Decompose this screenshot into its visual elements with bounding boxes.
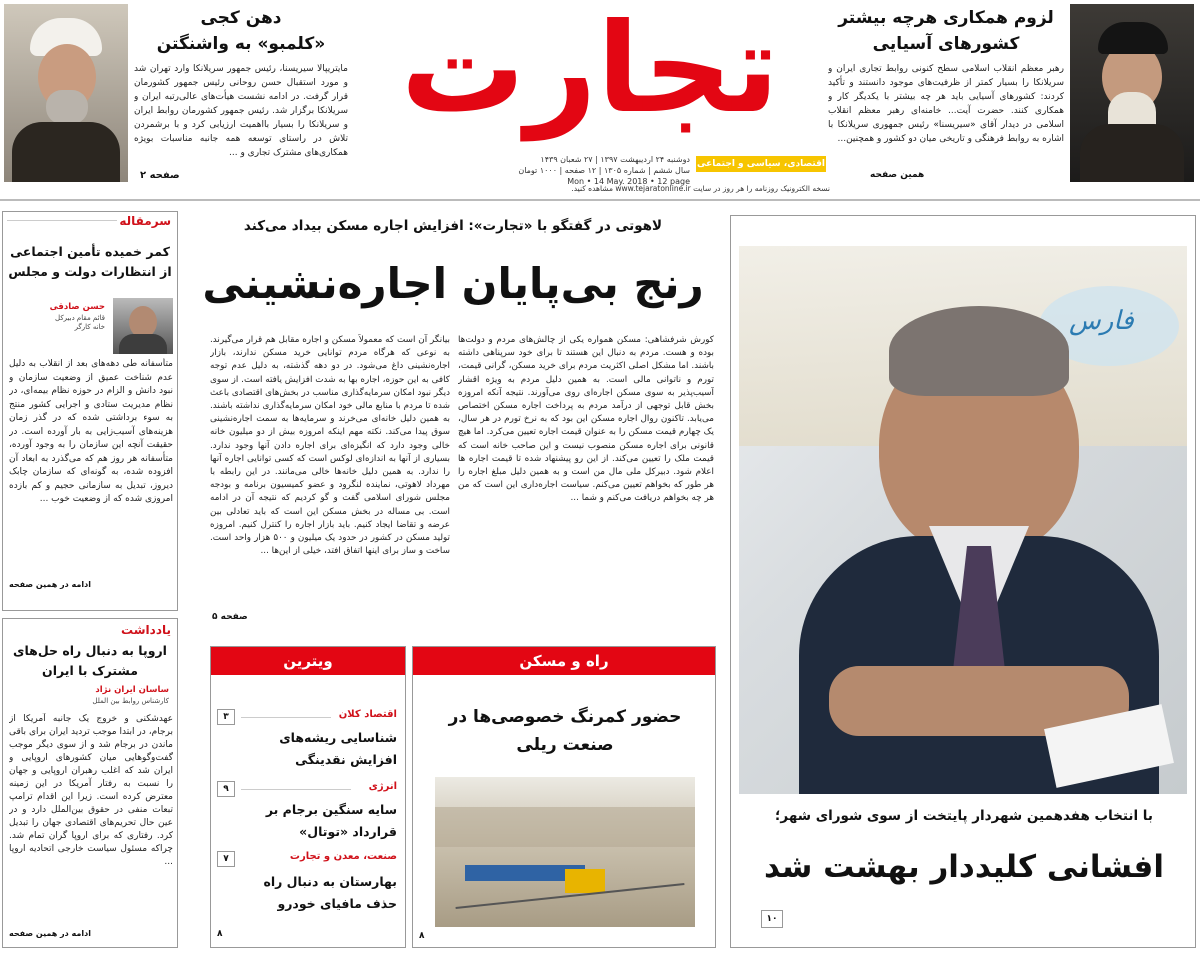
note-author-role: کارشناس روابط بین الملل <box>92 697 169 705</box>
feature-kicker: با انتخاب هفدهمین شهردار پایتخت از سوی شورای شهر؛ <box>775 808 1153 824</box>
vitrin-item-1-category: انرژی <box>368 781 397 792</box>
lead-col-2: بیانگر آن است که معمولاً مسکن و اجاره مقابل هم قرار می‌گیرند. به نوعی که هرگاه مردم توانایی خرید مسکن ندارند، بازار اجاره‌نشینی داغ می‌شود. در دو دهه گذشته، به دلیل عدم توجه کافی به این حوزه، اجاره بها به شدت افزایش یافته است. از سوی دیگر نبود امکان سرمایه‌گذاری مناسب در بخش‌های اقتصادی باعث شده تا مردم با منابع مالی خود امکان سرمایه‌گذاری نداشته باشند. به همین دلیل خانه‌ای می‌خرند و سرمایه‌ها به سمت اجاره‌نشینی سوق پیدا می‌کند. نکته مهم اینکه امروزه بیش از دو میلیون خانه خالی وجود دارد که انگیزه‌ای برای اجاره دادن آنها وجود ندارد. بسیاری از آنها به اندازه‌ای لوکس است که کسی توانایی اجاره آنها را ندارد. به همین دلیل خانه‌ها خالی می‌مانند. در این رابطه با مهرداد لاهوتی، نماینده لنگرود و عضو کمیسیون برنامه و بودجه مجلس شورای اسلامی گفت و گو کردیم که نتیجه آن در ادامه است. بی مساله در بخش مسکن این است که باید تعادلی بین عرضه و تقاضا ایجاد کنیم. باید بازار اجاره را کنترل کنیم. امروزه تولید مسکن در کشور در حدود یک میلیون و ۵۰۰ هزار واحد است. ساخت و ساز برای اینها اتفاق افتد، خیلی از این‌ها ... <box>210 335 450 557</box>
date-line-1: دوشنبه ۲۴ اردیبهشت ۱۳۹۷ | ۲۷ شعبان ۱۴۳۹ <box>540 155 690 164</box>
vitrin-section: ویترین <box>211 647 405 675</box>
top-divider <box>0 199 1200 201</box>
vitrin-item-0-category: اقتصاد کلان <box>338 709 397 720</box>
note-headline: اروپا به دنبال راه حل‌های مشترک با ایران <box>13 643 167 678</box>
rah-maskan-section: راه و مسکن <box>413 647 715 675</box>
rah-maskan-headline[interactable]: حضور کمرنگ خصوصی‌ها در صنعت ریلی <box>448 707 682 755</box>
vitrin-box <box>210 646 406 948</box>
leader-photo <box>1070 4 1194 182</box>
editorial-section: سرمقاله <box>119 214 171 228</box>
note-ref[interactable]: ادامه در همین صفحه <box>9 929 91 938</box>
mayor-photo <box>739 246 1187 794</box>
feature-box <box>730 215 1196 948</box>
note-box <box>2 618 178 948</box>
vitrin-item-0-headline[interactable]: شناسایی ریشه‌های افزایش نقدینگی <box>279 730 397 767</box>
top-right-ref[interactable]: همین صفحه <box>870 170 925 180</box>
top-left-ref[interactable]: صفحه ۲ <box>140 170 180 181</box>
lead-ref[interactable]: صفحه ۵ <box>212 612 248 622</box>
map-label: فارس <box>1069 306 1134 336</box>
editorial-headline: کمر خمیده تأمین اجتماعی از انتظارات دولت و مجلس <box>8 244 172 279</box>
note-author: ساسان ایران نژاد <box>95 685 169 695</box>
top-right-body: رهبر معظم انقلاب اسلامی سطح کنونی روابط تجاری ایران و سریلانکا را بسیار کمتر از ظرفیت‌های موجود دانستند و تأکید کردند: کشورهای آسیایی باید هر چه بیشتر با یکدیگر کار و همکاری کنند. حضرت آیت... خامنه‌ای رهبر معظم انقلاب اسلامی در دیدار آقای «سیریسنا» رئیس جمهوری سریلانکا با اشاره به روابط فرهنگی و تاریخی میان دو کشور و همچنین... <box>828 64 1064 144</box>
editorial-box <box>2 211 178 611</box>
vitrin-item-2-page[interactable]: ۷ <box>217 851 235 867</box>
president-photo <box>4 4 128 182</box>
vitrin-item-1-page[interactable]: ۹ <box>217 781 235 797</box>
rah-maskan-box <box>412 646 716 948</box>
lead-headline[interactable]: رنج بی‌پایان اجاره‌نشینی <box>202 259 704 308</box>
top-left-headline-2: «کلمبو» به واشنگتن <box>156 34 326 54</box>
vitrin-extra-page: ۸ <box>217 929 223 939</box>
vitrin-item-1-headline[interactable]: سایه سنگین برجام بر قرارداد «توتال» <box>265 802 397 839</box>
editorial-ref[interactable]: ادامه در همین صفحه <box>9 580 91 589</box>
top-left-headline-1: دهن کجی <box>200 8 282 28</box>
online-note[interactable]: نسخه الکترونیک روزنامه را هر روز در سایت www.tejaratonline.ir مشاهده کنید. <box>571 184 830 193</box>
editorial-author: حسن صادقی <box>49 302 105 312</box>
top-right-headline-1: لزوم همکاری هرچه بیشتر <box>838 8 1054 28</box>
date-line-3: Mon • 14 May. 2018 • 12 page <box>567 177 690 186</box>
date-line-2: سال ششم | شماره ۱۳۰۵ | ۱۲ صفحه | ۱۰۰۰ تومان <box>518 166 690 175</box>
top-right-headline-2: کشورهای آسیایی <box>872 34 1020 54</box>
note-section: یادداشت <box>121 623 171 637</box>
masthead-logo[interactable] <box>352 0 828 152</box>
editorial-author-role: قائم مقام دبیرکل خانه کارگر <box>55 314 105 331</box>
top-left-body: مایتریپالا سیریسنا، رئیس جمهور سریلانکا وارد تهران شد و مورد استقبال حسن روحانی رئیس جمهور کشورمان قرار گرفت. در ادامه نشست هیأت‌های عالی‌رتبه ایران و سریلانکا برگزار شد. رئیس جمهور کشورمان روابط ایران و سریلانکا را بسیار بااهمیت ارزیابی کرد و با برشمردن تلاش در راستای توسعه همه جانبه مناسبات بویژه همکاری‌های مشترک تجاری و ... <box>134 64 348 158</box>
tagline: اقتصادی، سیاسی و اجتماعی <box>697 159 825 169</box>
vitrin-item-2-category: صنعت، معدن و تجارت <box>289 851 397 862</box>
logo-text: تجارت <box>400 0 780 141</box>
lead-kicker: لاهوتی در گفتگو با «تجارت»: افزایش اجاره مسکن بیداد می‌کند <box>243 218 663 234</box>
vitrin-item-0-page[interactable]: ۳ <box>217 709 235 725</box>
train-photo <box>435 777 695 927</box>
feature-headline[interactable]: افشانی کلیددار بهشت شد <box>764 849 1164 885</box>
feature-page[interactable]: ۱۰ <box>761 910 783 928</box>
note-body: عهدشکنی و خروج یک جانبه آمریکا از برجام، در ابتدا موجب تردید ایران برای باقی ماندن در برجام شد و از سوی دیگر موجب گفت‌وگوهایی میان کشورهای اروپایی و ایران شد که اغلب رهبران اروپایی و جهان را نسبت به رفتار آمریکا در این زمینه معترض کرده است. زیرا این اقدام ترامپ تبعات منفی در حقوق بین‌الملل دارد و در عین حال تحریم‌های اقتصادی جهان را تبدیل کرد. رفتاری که برای اروپا گران تمام شد. چراکه مسئول سیاست خارجی اتحادیه اروپا ... <box>9 714 173 867</box>
vitrin-item-2-headline[interactable]: بهارستان به دنبال راه حذف مافیای خودرو <box>263 874 397 911</box>
editorial-author-photo <box>113 298 173 354</box>
editorial-body: متأسفانه طی دهه‌های بعد از انقلاب به دلیل عدم شناخت عمیق از وضعیت سازمان و نبود دانش و الزام در حوزه نظام بیمه‌ای، در نظام مدیریت ستادی و اجرایی کشور منتج به سوء برداشتی شده که در گذر زمان هزینه‌های آسیب‌زایی به بار آورده است. در حقیقت آنچه این سازمان را به وجود آورده، متأسفانه هر روز هم که می‌گذرد به ابعاد آن افزوده شده، به گونه‌ای که سازمان چابک دیروز، تبدیل به سازمانی حجیم و کم بازده امروزی شده که از وضعیت خوب ... <box>9 359 173 504</box>
rah-maskan-page[interactable]: ۸ <box>419 931 425 941</box>
lead-col-1: کورش شرفشاهی: مسکن همواره یکی از چالش‌های مردم و دولت‌ها بوده و هست. مردم به دنبال این هستند تا برای خود سرپناهی داشته باشند. اما مشکل اصلی اکثریت مردم برای خرید مسکن، گرانی قیمت، تورم و ناتوانی مالی است. به همین دلیل مردم به ویژه اقشار آسیب‌پذیر به سوی مسکن اجاره‌ای روی می‌آورند. نتیجه آنکه امروزه بخش قابل توجهی از درآمد مردم به پرداخت اجاره مسکن اختصاص می‌یابد. تاکنون روال اجاره مسکن این بود که به نرخ تورم در هر سال، یک چهارم قیمت مسکن را به عنوان قیمت اجاره تعیین می‌کرد. اما هیچ قانونی برای اجاره مسکن منصوب نیست و این صاحب خانه است که قیمت ملک را تعیین می‌کند. از این رو پیشنهاد شده تا قیمت اجاره ها اعلام شود. دبیرکل ملی مال من است و به همین دلیل مبلغ اجاره را هر طور که بخواهم تعیین می‌کنم. سیاست اجاره‌داری این است که من هر چه بخواهم دریافت می‌کنم و شما ... <box>458 335 714 504</box>
